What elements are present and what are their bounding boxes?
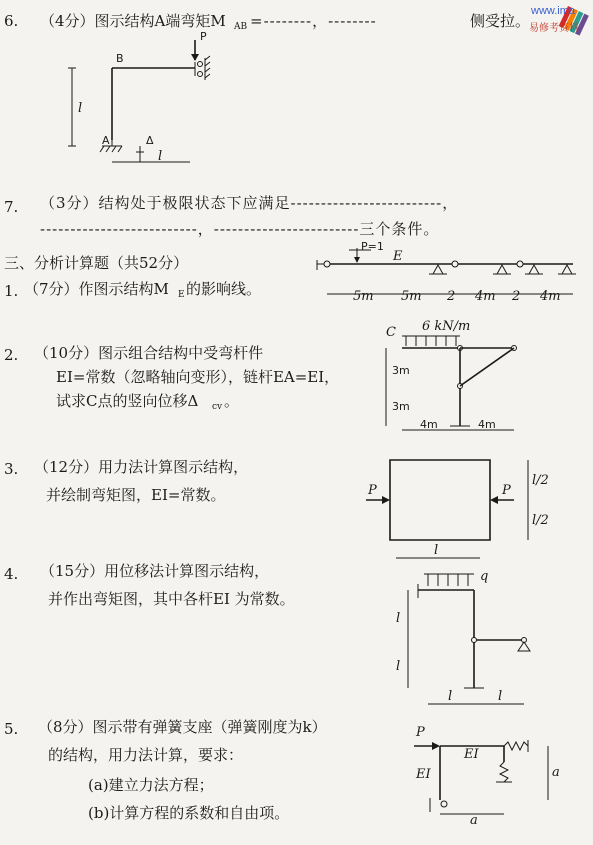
- q6-load-label: P: [200, 30, 207, 43]
- p5-load-label: P: [416, 725, 425, 740]
- p4-dim-b1: l: [448, 689, 453, 704]
- p2-load-label: 6 kN/m: [422, 319, 471, 334]
- p1-dim: 2: [512, 289, 521, 304]
- q6-tail: 侧受拉。: [470, 12, 531, 30]
- p4-number: 4.: [4, 565, 19, 583]
- p2-line3-sub: cv: [212, 402, 223, 412]
- q7-line1: （3分）结构处于极限状态下应满足-------------------------，: [40, 194, 459, 212]
- q6-dim-horizontal: l: [158, 149, 163, 164]
- q7-number: 7.: [4, 198, 19, 216]
- p2-figure: [378, 318, 528, 438]
- p3-number: 3.: [4, 460, 19, 478]
- p3-dim-upper: l/2: [532, 473, 549, 488]
- p5-dim-horizontal: a: [470, 813, 478, 828]
- p4-dim-b2: l: [498, 689, 503, 704]
- p2-dim-w2: 4m: [478, 418, 496, 431]
- p5-dim-vertical: a: [552, 765, 560, 780]
- p1-dim: 5m: [401, 289, 422, 304]
- p1-figure: [305, 238, 590, 308]
- p1-dim: 4m: [475, 289, 496, 304]
- p1-sub: E: [178, 290, 185, 300]
- q6-node-b: B: [116, 52, 124, 65]
- p1-dim: 4m: [540, 289, 561, 304]
- section3-title: 三、分析计算题（共52分）: [4, 254, 189, 272]
- p4-load-label: q: [480, 569, 489, 584]
- p2-line1: （10分）图示组合结构中受弯杆件: [34, 344, 264, 362]
- p3-figure: [362, 452, 552, 547]
- q6-sub: AB: [234, 22, 248, 32]
- p5-figure: [408, 718, 588, 833]
- p4-dim-top: l: [434, 543, 439, 558]
- q7-line2: --------------------------，------------------------三个条件。: [40, 220, 440, 238]
- p4-dim-v2: l: [396, 659, 401, 674]
- q6-dim-vertical: l: [78, 101, 83, 116]
- p1-dimensions: [353, 289, 561, 304]
- p3-load-left: P: [368, 483, 377, 498]
- p2-point-c: C: [386, 325, 396, 340]
- p3-line1: （12分）用力法计算图示结构，: [34, 458, 249, 476]
- p2-number: 2.: [4, 346, 19, 364]
- p3-line2: 并绘制弯矩图，EI=常数。: [46, 486, 226, 504]
- p4-line1: （15分）用位移法计算图示结构，: [40, 562, 270, 580]
- p3-dim-lower: l/2: [532, 513, 549, 528]
- p5-line4: (b)计算方程的系数和自由项。: [88, 804, 290, 822]
- q6-delta: Δ: [146, 134, 154, 147]
- p4-figure: [388, 540, 548, 710]
- p2-dim-h1: 3m: [392, 364, 410, 377]
- p4-dim-v1: l: [396, 611, 401, 626]
- p5-ei-top: EI: [464, 747, 479, 762]
- p1-tail: 的影响线。: [186, 280, 262, 298]
- p2-dim-h2: 3m: [392, 400, 410, 413]
- p1-number: 1.: [4, 282, 19, 300]
- p2-line3: 试求C点的竖向位移Δ: [56, 392, 199, 410]
- p2-dim-w1: 4m: [420, 418, 438, 431]
- p2-line3-tail: 。: [224, 392, 240, 410]
- p4-line2: 并作出弯矩图，其中各杆EI 为常数。: [48, 590, 295, 608]
- p5-line2: 的结构，用力法计算，要求：: [48, 746, 244, 764]
- p1-point-e: E: [393, 249, 403, 264]
- p2-line2: EI=常数（忽略轴向变形），链杆EA=EI，: [56, 368, 340, 386]
- p5-number: 5.: [4, 720, 19, 738]
- watermark-label: 易修考资料: [529, 23, 579, 34]
- p1-dim: 2: [447, 289, 456, 304]
- q6-figure: [60, 28, 230, 178]
- q6-text: （4分）图示结构A端弯矩M: [40, 12, 226, 30]
- p5-ei-left: EI: [416, 767, 431, 782]
- p5-line3: (a)建立力法方程；: [88, 776, 214, 794]
- p1-load-label: P=1: [361, 240, 384, 253]
- p1-text: （7分）作图示结构M: [24, 280, 169, 298]
- p1-dim: 5m: [353, 289, 374, 304]
- watermark-url: www.ima: [531, 5, 576, 17]
- q6-blanks: =--------，--------: [250, 12, 377, 30]
- p3-load-right: P: [502, 483, 511, 498]
- q6-number: 6.: [4, 12, 19, 30]
- q6-node-a: A: [102, 134, 110, 147]
- p5-line1: （8分）图示带有弹簧支座（弹簧刚度为k）: [38, 718, 327, 736]
